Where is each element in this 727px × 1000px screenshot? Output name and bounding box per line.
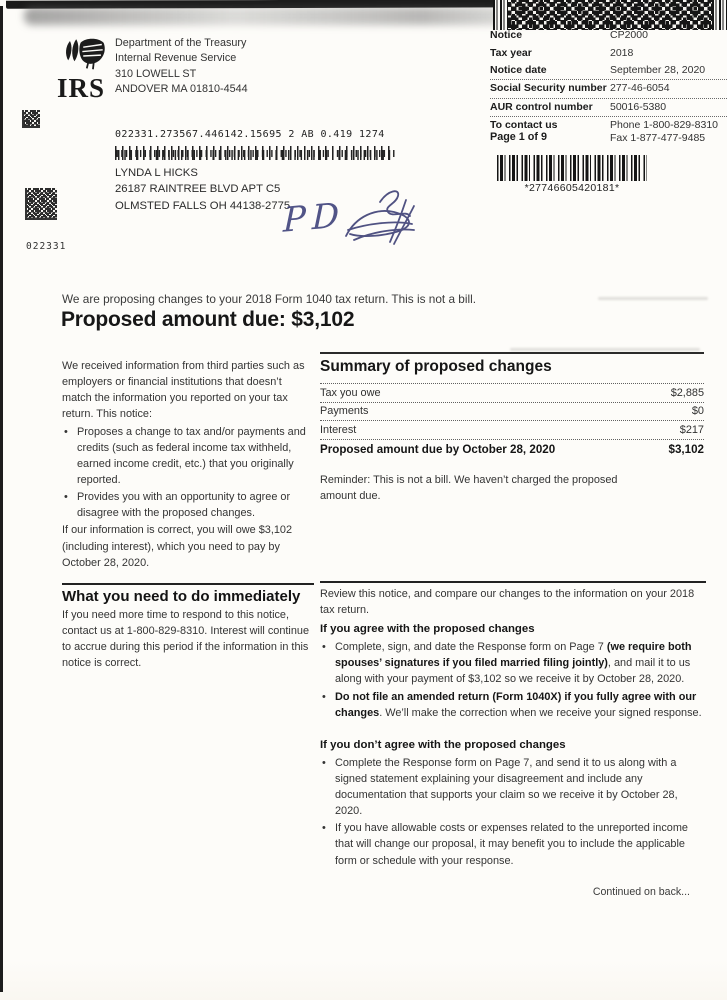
what-to-do-section <box>62 583 314 672</box>
mail-scanline-code: 022331.273567.446142.15695 2 AB 0.419 1274 <box>115 129 385 140</box>
continued-on-back-note: Continued on back... <box>592 886 690 898</box>
overview-bullet: • Proposes a change to tax and/or payments and credits (such as federal income tax withheld, earned income credit, etc.) that you originally reported. <box>62 424 312 489</box>
notice-barcode-block <box>497 155 647 194</box>
summary-title: Summary of proposed changes <box>320 358 552 375</box>
recipient-city: OLMSTED FALLS OH 44138-2775 <box>115 199 291 212</box>
info-row-aur: AUR control number 50016-5380 <box>490 99 727 117</box>
intro-line: We are proposing changes to your 2018 Form 1040 tax return. This is not a bill. <box>62 292 476 306</box>
datamatrix-small-icon <box>22 110 40 128</box>
proposed-amount-headline: Proposed amount due: $3,102 <box>61 308 355 331</box>
disagree-bullet-1: • Complete the Response form on Page 7, and send it to us along with a signed statement explaining your disagreement and include any documentation that supports your claim so we receive it by October 28, 2020. <box>320 755 706 820</box>
agency-line: 310 LOWELL ST <box>115 67 197 80</box>
disagree-subhead: If you don’t agree with the proposed changes <box>320 738 566 751</box>
bullet-dot-icon: • <box>322 756 326 769</box>
contact-fax: Fax 1-877-477-9485 <box>610 131 706 144</box>
scan-top-smudge <box>24 7 554 25</box>
bullet-dot-icon: • <box>64 425 68 438</box>
recipient-street: 26187 RAINTREE BLVD APT C5 <box>115 183 281 196</box>
code39-barcode-icon <box>497 155 647 181</box>
header-2d-barcode <box>493 0 727 30</box>
overview-section <box>62 358 312 571</box>
section-spacer <box>320 721 706 734</box>
bullet-dot-icon: • <box>322 690 326 703</box>
bullet-dot-icon: • <box>64 491 68 504</box>
overview-bullet: • Provides you with an opportunity to agree or disagree with the proposed changes. <box>62 489 312 521</box>
agree-bullet-2: • Do not file an amended return (Form 1040X) if you fully agree with our changes. We’ll make the correction when we receive your signed response. <box>320 689 706 721</box>
info-row-notice-date: Notice date September 28, 2020 <box>490 62 727 80</box>
agency-line: Internal Revenue Service <box>115 52 237 65</box>
sequence-number: 022331 <box>26 241 67 252</box>
barcode-bars-icon <box>712 0 727 30</box>
page-number: Page 1 of 9 <box>490 131 548 143</box>
info-row-notice: Notice CP2000 <box>490 29 648 42</box>
scan-streak <box>510 348 700 351</box>
barcode-number: *27746605420181* <box>524 182 620 194</box>
info-row-ssn: Social Security number 277-46-6054 <box>490 80 727 98</box>
irs-logo-text: IRS <box>57 73 106 103</box>
agency-line: ANDOVER MA 01810-4544 <box>115 82 248 95</box>
agency-address-block <box>115 36 248 97</box>
summary-row-payments: Payments $0 <box>320 402 704 421</box>
summary-row-interest: Interest $217 <box>320 420 704 439</box>
overview-paragraph: We received information from third parties such as employers or financial institutions that doesn’t match the information you reported on your tax return. This notice: <box>62 360 305 421</box>
datamatrix-large-icon <box>25 188 57 220</box>
recipient-address-block <box>115 165 290 214</box>
barcode-bars-icon <box>493 0 508 30</box>
summary-row-tax: Tax you owe $2,885 <box>320 383 704 402</box>
handwritten-pd-annotation: PD <box>282 195 346 241</box>
agree-subhead: If you agree with the proposed changes <box>320 623 535 636</box>
what-to-do-body: If you need more time to respond to this notice, contact us at 1-800-829-8310. Interest will continue to accrue during this period if the information in this notice is correct. <box>62 609 310 670</box>
response-intro: Review this notice, and compare our changes to the information on your 2018 tax return. <box>320 588 695 617</box>
recipient-name: LYNDA L HICKS <box>115 167 198 179</box>
agency-line: Department of the Treasury <box>115 37 247 49</box>
notice-info-table <box>490 27 727 147</box>
reminder-note: Reminder: This is not a bill. We haven’t charged the proposed amount due. <box>320 474 618 502</box>
barcode-matrix-icon <box>508 0 712 30</box>
info-row-tax-year: Tax year 2018 <box>490 46 634 59</box>
overview-closing: If our information is correct, you will owe $3,102 (including interest), which you need to pay by October 28, 2020. <box>62 524 293 569</box>
disagree-bullet-2: • If you have allowable costs or expenses related to the unreported income that will change our proposal, it may benefit you to include the applicable form or schedule with your response. <box>320 820 706 868</box>
bullet-dot-icon: • <box>322 822 326 835</box>
summary-of-changes-section <box>320 352 704 505</box>
bullet-dot-icon: • <box>322 641 326 654</box>
what-to-do-title: What you need to do immediately <box>62 588 301 605</box>
scan-streak <box>598 297 708 300</box>
agree-bullet-1: • Complete, sign, and date the Response form on Page 7 (we require both spouses’ signatures if you filed married filing jointly), and mail it to us along with your payment of $3,102 so we receive it by October 28, 2020. <box>320 639 706 687</box>
contact-phone: Phone 1-800-829-8310 <box>610 119 719 132</box>
response-instructions-section <box>320 581 706 869</box>
scan-left-edge-line <box>0 6 3 992</box>
handwritten-scribble <box>336 186 422 255</box>
info-row-contact: To contact us Phone 1-800-829-8310 Fax 1-877-477-9485 <box>490 117 727 147</box>
summary-row-total: Proposed amount due by October 28, 2020 $3,102 <box>320 439 704 460</box>
intelligent-mail-barcode-icon <box>115 146 395 160</box>
